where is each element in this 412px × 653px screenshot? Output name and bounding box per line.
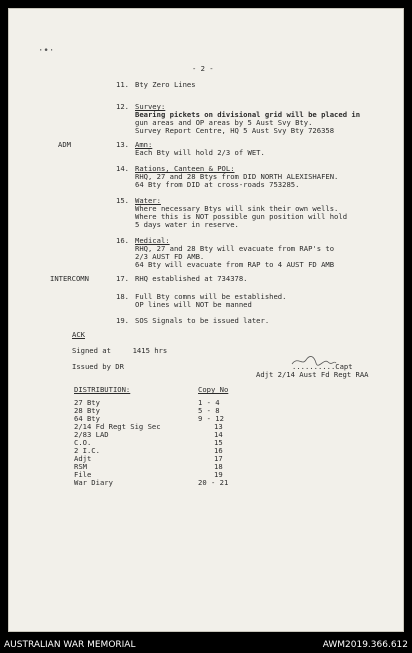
item-number: 12.	[116, 102, 129, 111]
item-text: RHQ, 27 and 28 Bty will evacuate from RAP's to	[135, 244, 335, 253]
archive-footer	[0, 634, 412, 653]
item-text: Bearing pickets on divisional grid will be placed in	[135, 110, 361, 119]
item-text: Where necessary Btys will sink their own wells.	[135, 204, 339, 213]
distribution-copy: 1 - 4	[198, 398, 220, 407]
distribution-name: RSM	[74, 462, 87, 471]
distribution-name: Adjt	[74, 454, 92, 463]
distribution-name: War Diary	[74, 478, 113, 487]
item-text: gun areas and OP areas by 5 Aust Svy Bty.	[135, 118, 313, 127]
distribution-name: 28 Bty	[74, 406, 100, 415]
copy-header: Copy No	[198, 385, 229, 394]
item-text: Full Bty comns will be established.	[135, 292, 287, 301]
item-text: 5 days water in reserve.	[135, 220, 239, 229]
document-page	[8, 8, 404, 632]
distribution-name: 2/83 LAD	[74, 430, 109, 439]
item-text: Survey Report Centre, HQ 5 Aust Svy Bty 726358	[135, 126, 335, 135]
signature-line: ..........Capt	[292, 362, 353, 371]
distribution-name: 2 I.C.	[74, 446, 100, 455]
item-number: 18.	[116, 292, 129, 301]
distribution-copy: 5 - 8	[198, 406, 220, 415]
footer-accession-number: AWM2019.366.612	[322, 640, 408, 650]
distribution-copy: 19	[214, 470, 223, 479]
distribution-name: 64 Bty	[74, 414, 100, 423]
signature-title: Adjt 2/14 Aust Fd Regt RAA	[256, 370, 369, 379]
item-number: 15.	[116, 196, 129, 205]
item-text: Bty Zero Lines	[135, 80, 196, 89]
item-number: 17.	[116, 274, 129, 283]
item-text: RHQ established at 734378.	[135, 274, 248, 283]
item-text: OP lines will NOT be manned	[135, 300, 252, 309]
hole-punch-mark: ·•·	[38, 46, 55, 56]
item-number: 16.	[116, 236, 129, 245]
item-text: Each Bty will hold 2/3 of WET.	[135, 148, 265, 157]
item-text: 64 Bty will evacuate from RAP to 4 AUST FD AMB	[135, 260, 335, 269]
distribution-copy: 15	[214, 438, 223, 447]
item-text: 2/3 AUST FD AMB.	[135, 252, 205, 261]
item-heading: Rations, Canteen & POL:	[135, 164, 235, 173]
distribution-name: 27 Bty	[74, 398, 100, 407]
item-heading: Survey:	[135, 102, 166, 111]
distribution-copy: 9 - 12	[198, 414, 224, 423]
distribution-copy: 20 - 21	[198, 478, 229, 487]
distribution-copy: 17	[214, 454, 223, 463]
distribution-copy: 13	[214, 422, 223, 431]
margin-note: ADM	[58, 140, 71, 149]
distribution-copy: 14	[214, 430, 223, 439]
item-number: 11.	[116, 80, 129, 89]
issued-line: Issued by DR	[72, 362, 124, 371]
ack-label: ACK	[72, 330, 85, 339]
distribution-header: DISTRIBUTION:	[74, 385, 131, 394]
item-heading: Water:	[135, 196, 161, 205]
distribution-copy: 18	[214, 462, 223, 471]
distribution-name: C.O.	[74, 438, 92, 447]
item-text: SOS Signals to be issued later.	[135, 316, 270, 325]
item-number: 13.	[116, 140, 129, 149]
page-number: - 2 -	[192, 64, 214, 73]
item-text: RHQ, 27 and 28 Btys from DID NORTH ALEXISHAFEN.	[135, 172, 339, 181]
footer-institution: AUSTRALIAN WAR MEMORIAL	[4, 640, 136, 650]
distribution-name: File	[74, 470, 92, 479]
signed-line: Signed at 1415 hrs	[72, 346, 168, 355]
item-text: Where this is NOT possible gun position will hold	[135, 212, 348, 221]
margin-note: INTERCOMN	[50, 274, 89, 283]
item-heading: Medical:	[135, 236, 170, 245]
item-number: 19.	[116, 316, 129, 325]
item-text: 64 Bty from DID at cross-roads 753285.	[135, 180, 300, 189]
item-number: 14.	[116, 164, 129, 173]
distribution-copy: 16	[214, 446, 223, 455]
item-heading: Amn:	[135, 140, 153, 149]
distribution-name: 2/14 Fd Regt Sig Sec	[74, 422, 161, 431]
